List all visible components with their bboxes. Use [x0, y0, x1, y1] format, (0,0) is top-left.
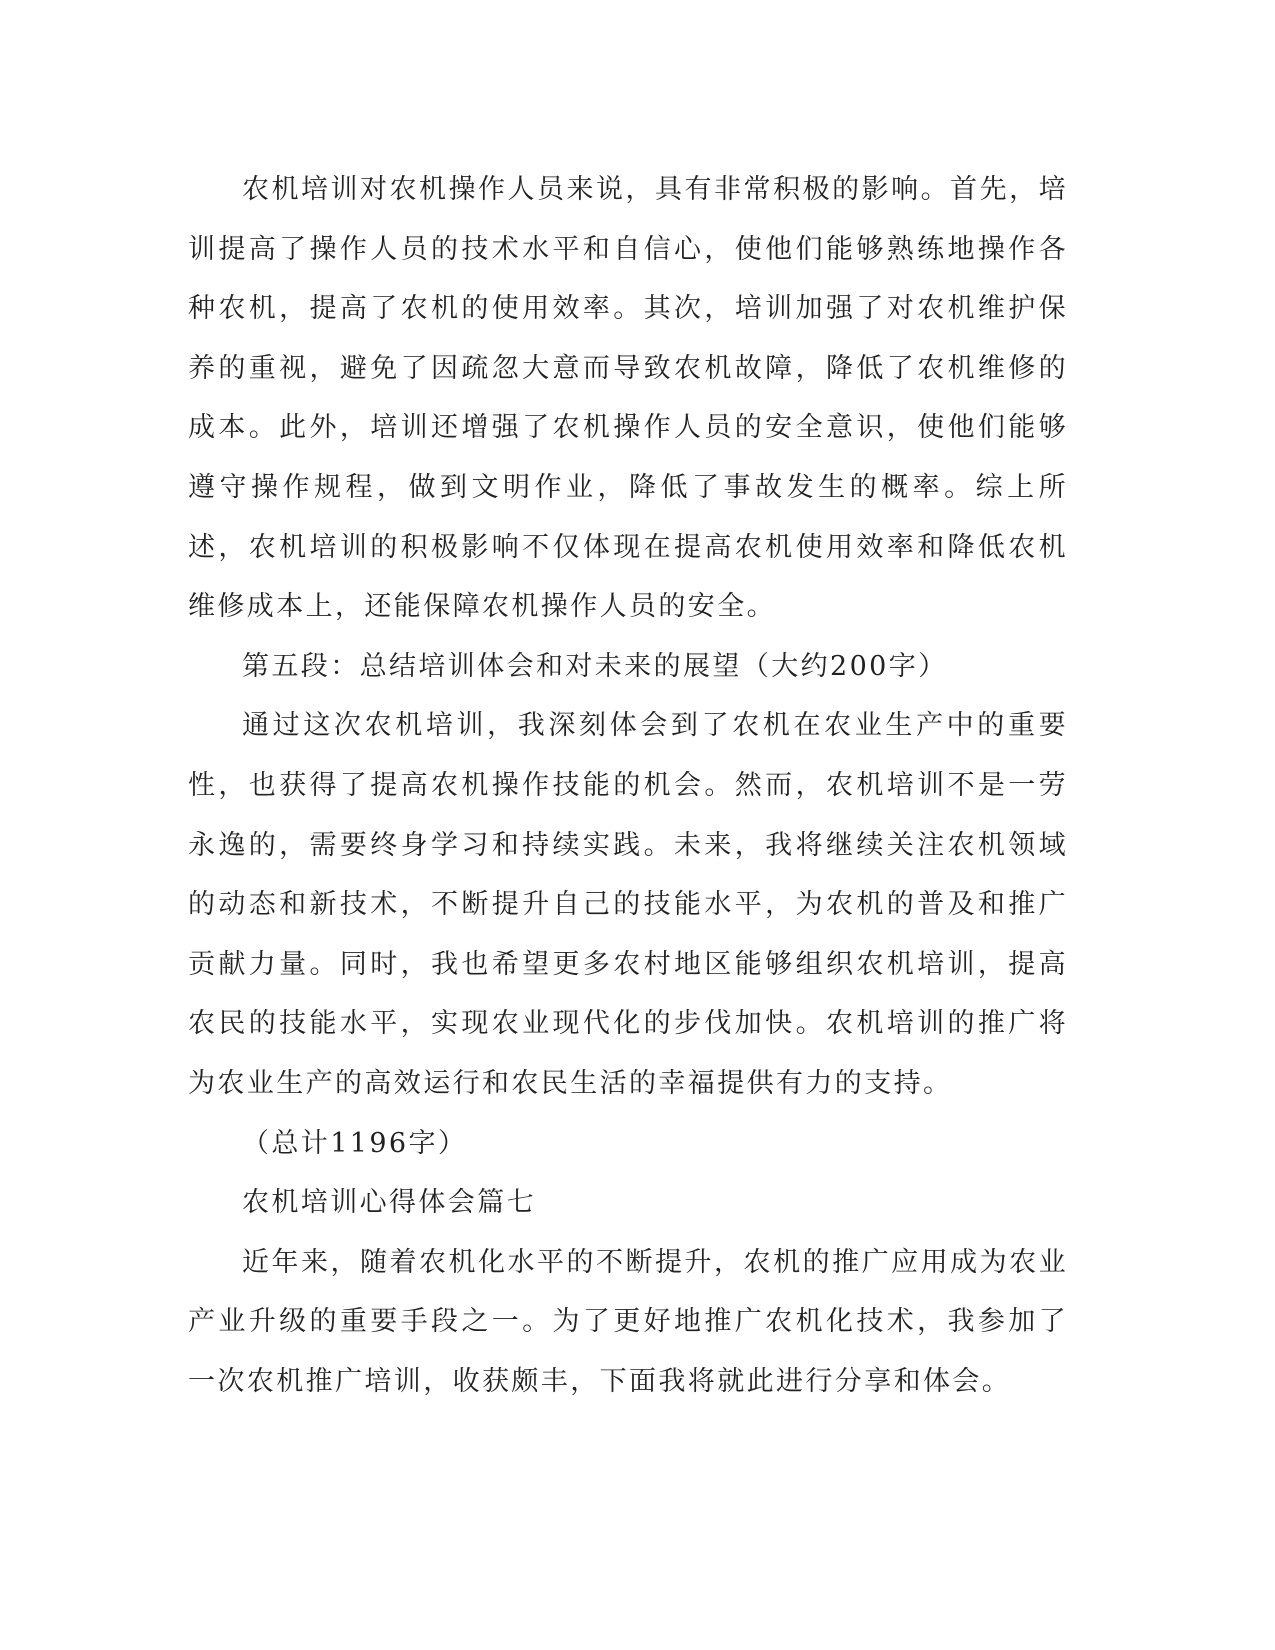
word-count-note: （总计1196字）: [242, 1127, 468, 1159]
section-heading-fifth: 第五段：总结培训体会和对未来的展望（大约200字）: [242, 650, 948, 682]
paragraph-training-impact: 农机培训对农机操作人员来说，具有非常积极的影响。首先，培训提高了操作人员的技术水平和自信心，使他们能够熟练地操作各种农机，提高了农机的使用效率。其次，培训加强了对农机维护保养的重视，避免了因疏忽大意而导致农机故障，降低了农机维修的成本。此外，培训还增强了农机操作人员的安全意识，使他们能够遵守操作规程，做到文明作业，降低了事故发生的概率。综上所述，农机培训的积极影响不仅体现在提高农机使用效率和降低农机维修成本上，还能保障农机操作人员的安全。: [188, 174, 1068, 623]
paragraph-summary-outlook: 通过这次农机培训，我深刻体会到了农机在农业生产中的重要性，也获得了提高农机操作技能的机会。然而，农机培训不是一劳永逸的，需要终身学习和持续实践。未来，我将继续关注农机领域的动态和新技术，不断提升自己的技能水平，为农机的普及和推广贡献力量。同时，我也希望更多农村地区能够组织农机培训，提高农民的技能水平，实现农业现代化的步伐加快。农机培训的推广将为农业生产的高效运行和农民生活的幸福提供有力的支持。: [188, 710, 1068, 1099]
article-title-seven: 农机培训心得体会篇七: [242, 1187, 536, 1219]
paragraph-intro-seven: 近年来，随着农机化水平的不断提升，农机的推广应用成为农业产业升级的重要手段之一。为了更好地推广农机化技术，我参加了一次农机推广培训，收获颇丰，下面我将就此进行分享和体会。: [188, 1246, 1068, 1397]
document-body: [188, 160, 1068, 1411]
